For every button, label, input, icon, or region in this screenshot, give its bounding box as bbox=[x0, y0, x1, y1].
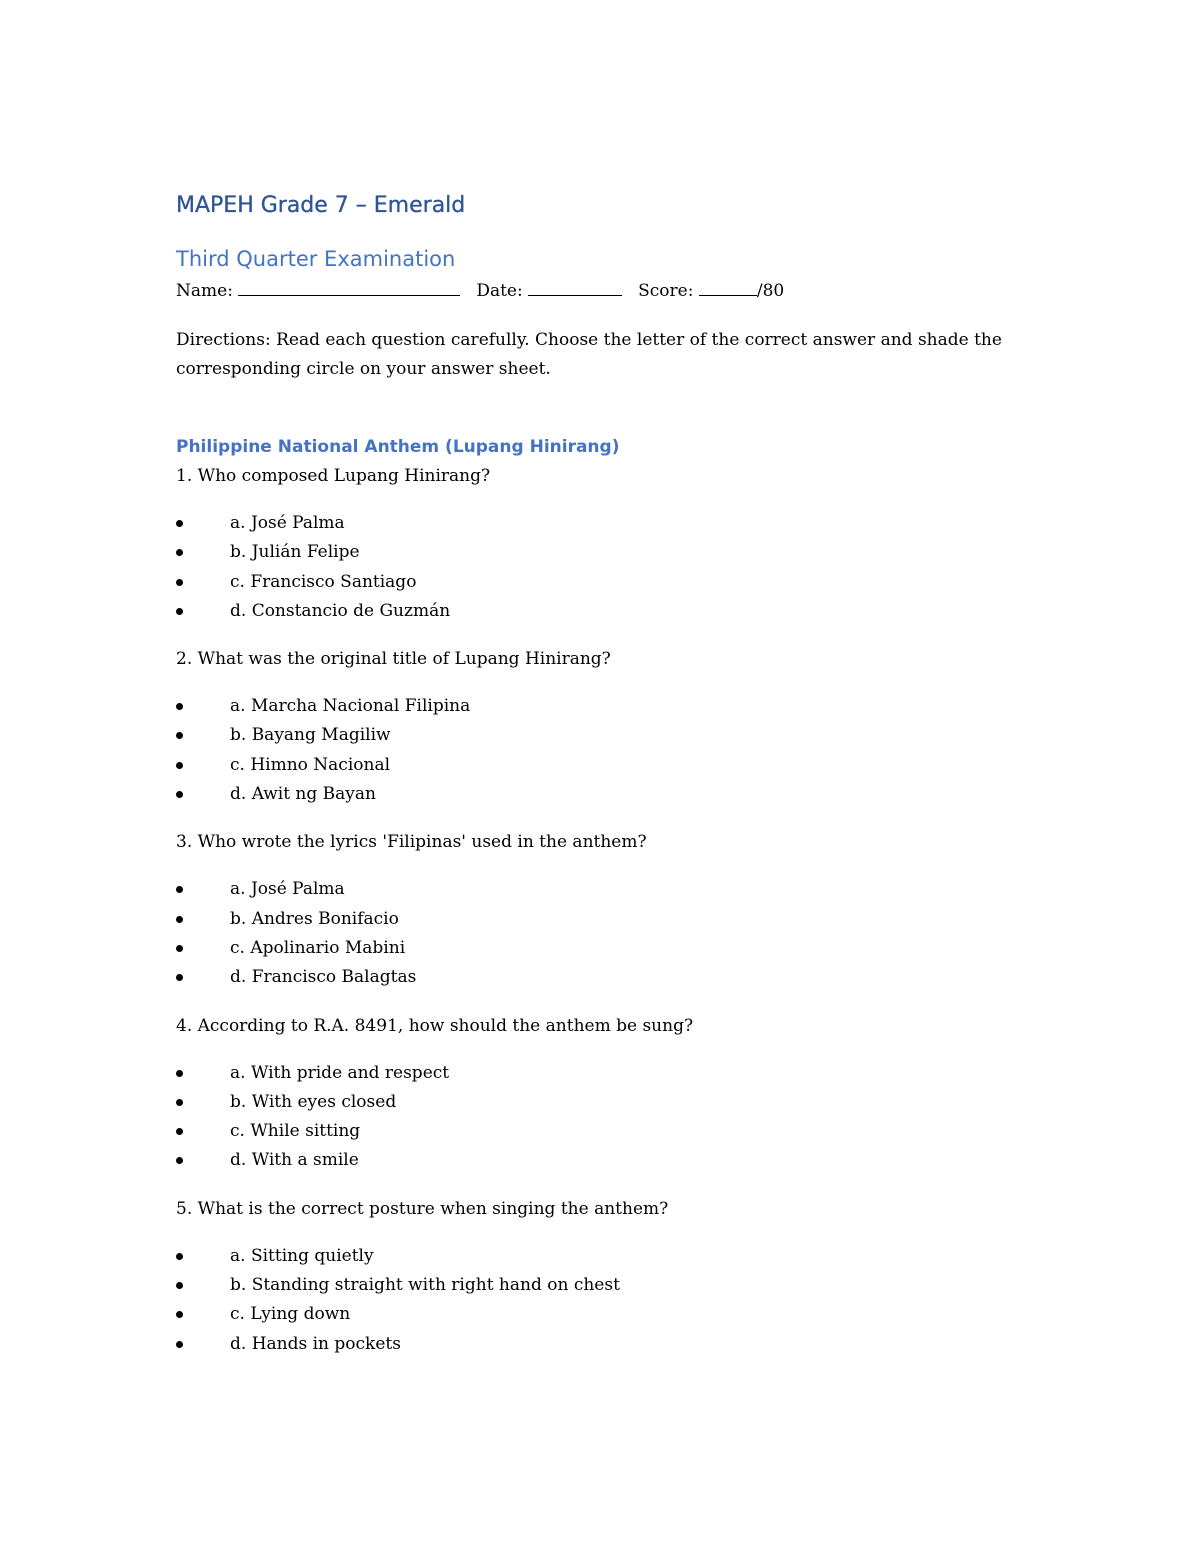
option-item bbox=[176, 597, 1036, 626]
bullet-icon bbox=[176, 1282, 183, 1289]
option-text: b. Andres Bonifacio bbox=[230, 908, 399, 929]
option-item bbox=[176, 1300, 1036, 1329]
bullet-icon bbox=[176, 1253, 183, 1260]
option-text: d. Hands in pockets bbox=[230, 1333, 401, 1354]
bullet-icon bbox=[176, 1070, 183, 1077]
option-text: c. Apolinario Mabini bbox=[230, 937, 406, 958]
bullet-icon bbox=[176, 974, 183, 981]
bullet-icon bbox=[176, 916, 183, 923]
option-text: c. Francisco Santiago bbox=[230, 571, 417, 592]
option-item bbox=[176, 1146, 1036, 1175]
question-text: 3. Who wrote the lyrics 'Filipinas' used in the anthem? bbox=[176, 832, 647, 853]
option-list bbox=[176, 1059, 1036, 1176]
option-text: b. Standing straight with right hand on chest bbox=[230, 1275, 620, 1296]
option-text: d. With a smile bbox=[230, 1150, 359, 1171]
option-item bbox=[176, 905, 1036, 934]
option-item bbox=[176, 780, 1036, 809]
question-block bbox=[176, 463, 1036, 626]
student-info-line bbox=[176, 278, 1036, 304]
option-item bbox=[176, 509, 1036, 538]
option-text: c. Lying down bbox=[230, 1304, 351, 1325]
bullet-icon bbox=[176, 1099, 183, 1106]
bullet-icon bbox=[176, 945, 183, 952]
exam-page bbox=[176, 188, 1036, 1359]
bullet-icon bbox=[176, 1311, 183, 1318]
option-item bbox=[176, 692, 1036, 721]
directions-text: Directions: Read each question carefully. Choose the letter of the correct answer and shade the corresponding circle on your answer sheet. bbox=[176, 330, 1002, 379]
option-text: a. José Palma bbox=[230, 513, 345, 533]
option-item bbox=[176, 1088, 1036, 1117]
bullet-icon bbox=[176, 762, 183, 769]
question-list bbox=[176, 463, 1036, 1359]
option-list bbox=[176, 509, 1036, 626]
option-item bbox=[176, 538, 1036, 567]
bullet-icon bbox=[176, 703, 183, 710]
question-block bbox=[176, 829, 1036, 992]
bullet-icon bbox=[176, 579, 183, 586]
option-item bbox=[176, 875, 1036, 904]
score-label: Score: bbox=[638, 281, 694, 301]
bullet-icon bbox=[176, 549, 183, 556]
bullet-icon bbox=[176, 791, 183, 798]
question-text: 4. According to R.A. 8491, how should the anthem be sung? bbox=[176, 1015, 694, 1036]
bullet-icon bbox=[176, 1341, 183, 1348]
option-item bbox=[176, 1330, 1036, 1359]
document-title: MAPEH Grade 7 – Emerald bbox=[176, 193, 466, 218]
name-label: Name: bbox=[176, 281, 233, 301]
option-list bbox=[176, 692, 1036, 809]
option-text: c. Himno Nacional bbox=[230, 754, 391, 775]
score-total: /80 bbox=[756, 281, 785, 301]
option-item bbox=[176, 1271, 1036, 1300]
option-item bbox=[176, 721, 1036, 750]
score-blank bbox=[699, 279, 757, 296]
option-item bbox=[176, 1059, 1036, 1088]
date-blank bbox=[528, 279, 622, 296]
option-text: c. While sitting bbox=[230, 1121, 361, 1142]
option-text: d. Constancio de Guzmán bbox=[230, 600, 451, 621]
date-label: Date: bbox=[476, 281, 523, 301]
bullet-icon bbox=[176, 520, 183, 527]
question-text: 1. Who composed Lupang Hinirang? bbox=[176, 466, 491, 486]
section-heading: Philippine National Anthem (Lupang Hinirang) bbox=[176, 437, 620, 457]
question-text: 5. What is the correct posture when singing the anthem? bbox=[176, 1198, 669, 1219]
option-item bbox=[176, 751, 1036, 780]
option-text: a. José Palma bbox=[230, 879, 345, 900]
option-text: b. Julián Felipe bbox=[230, 542, 360, 563]
name-blank bbox=[238, 279, 460, 296]
bullet-icon bbox=[176, 732, 183, 739]
bullet-icon bbox=[176, 1157, 183, 1164]
option-list bbox=[176, 1242, 1036, 1359]
option-item bbox=[176, 1242, 1036, 1271]
option-text: a. With pride and respect bbox=[230, 1062, 450, 1083]
option-text: d. Francisco Balagtas bbox=[230, 967, 417, 988]
bullet-icon bbox=[176, 1128, 183, 1135]
question-block bbox=[176, 1013, 1036, 1176]
option-item bbox=[176, 1117, 1036, 1146]
option-text: b. Bayang Magiliw bbox=[230, 725, 391, 746]
question-block bbox=[176, 646, 1036, 809]
question-text: 2. What was the original title of Lupang Hinirang? bbox=[176, 649, 611, 670]
option-text: b. With eyes closed bbox=[230, 1091, 397, 1112]
question-block bbox=[176, 1196, 1036, 1359]
document-subtitle: Third Quarter Examination bbox=[176, 247, 456, 271]
option-text: d. Awit ng Bayan bbox=[230, 784, 376, 805]
bullet-icon bbox=[176, 608, 183, 615]
option-text: a. Marcha Nacional Filipina bbox=[230, 696, 471, 717]
option-text: a. Sitting quietly bbox=[230, 1245, 374, 1266]
option-item bbox=[176, 963, 1036, 992]
option-item bbox=[176, 934, 1036, 963]
bullet-icon bbox=[176, 886, 183, 893]
option-item bbox=[176, 568, 1036, 597]
option-list bbox=[176, 875, 1036, 992]
